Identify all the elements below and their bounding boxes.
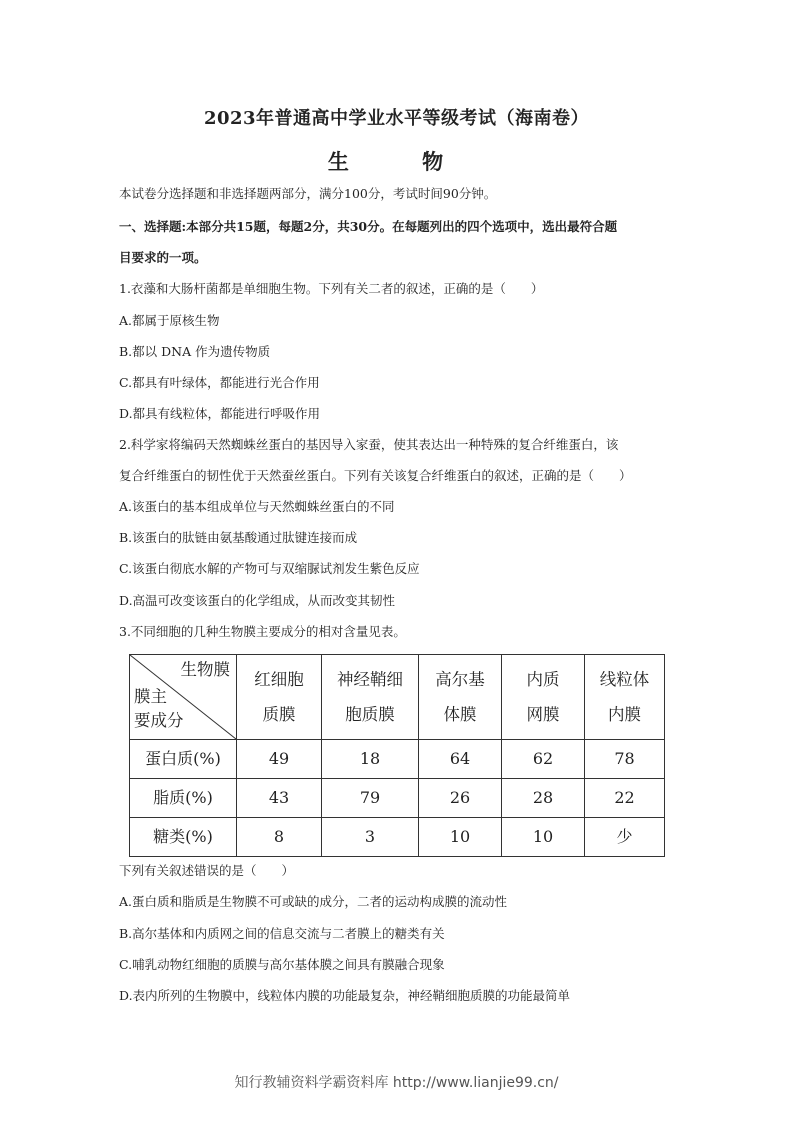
table-cell: 43	[237, 779, 322, 818]
question-1-option-a: A.都属于原核生物	[119, 313, 220, 328]
table-cell: 62	[502, 740, 585, 779]
column-header-line1: 内质	[526, 670, 560, 689]
table-cell: 49	[237, 740, 322, 779]
row-label: 蛋白质(%)	[130, 740, 237, 779]
question-1-option-c: C.都具有叶绿体，都能进行光合作用	[119, 375, 320, 390]
table-cell: 18	[322, 740, 419, 779]
question-2-option-d: D.高温可改变该蛋白的化学组成，从而改变其韧性	[119, 593, 396, 608]
question-3-followup: 下列有关叙述错误的是（ ）	[119, 863, 295, 878]
question-2-stem-line1: 2.科学家将编码天然蜘蛛丝蛋白的基因导入家蚕，使其表达出一种特殊的复合纤维蛋白，该	[119, 437, 619, 452]
corner-bottom-label-line1: 膜主	[134, 687, 167, 706]
membrane-composition-table	[129, 654, 665, 857]
intro-text: 本试卷分选择题和非选择题两部分，满分100分，考试时间90分钟。	[119, 186, 497, 201]
section-heading-line2: 目要求的一项。	[119, 250, 207, 265]
column-header-line2: 体膜	[443, 705, 477, 724]
question-2-option-c: C.该蛋白彻底水解的产物可与双缩脲试剂发生紫色反应	[119, 561, 420, 576]
section-heading-line1: 一、选择题:本部分共15题，每题2分，共30分。在每题列出的四个选项中，选出最符合题	[119, 219, 618, 234]
table-cell: 10	[502, 818, 585, 857]
column-header	[322, 655, 419, 740]
column-header	[419, 655, 502, 740]
column-header-line2: 网膜	[526, 705, 560, 724]
footer-watermark: 知行教辅资料学霸资料库 http://www.lianjie99.cn/	[234, 1075, 559, 1091]
question-2-option-a: A.该蛋白的基本组成单位与天然蜘蛛丝蛋白的不同	[119, 499, 395, 514]
table-cell: 少	[585, 818, 665, 857]
question-3-option-a: A.蛋白质和脂质是生物膜不可或缺的成分，二者的运动构成膜的流动性	[119, 894, 508, 909]
column-header-line1: 高尔基	[435, 670, 485, 689]
table-cell: 3	[322, 818, 419, 857]
table-cell: 64	[419, 740, 502, 779]
question-2-option-b: B.该蛋白的肽链由氨基酸通过肽键连接而成	[119, 530, 358, 545]
question-3-option-b: B.高尔基体和内质网之间的信息交流与二者膜上的糖类有关	[119, 926, 445, 941]
column-header	[237, 655, 322, 740]
question-2-stem-line2: 复合纤维蛋白的韧性优于天然蚕丝蛋白。下列有关该复合纤维蛋白的叙述，正确的是（ ）	[119, 468, 632, 483]
question-1-option-d: D.都具有线粒体，都能进行呼吸作用	[119, 406, 321, 421]
question-3-option-c: C.哺乳动物红细胞的质膜与高尔基体膜之间具有膜融合现象	[119, 957, 445, 972]
row-label: 糖类(%)	[130, 818, 237, 857]
table-cell: 26	[419, 779, 502, 818]
table-row	[130, 740, 665, 779]
column-header-line2: 质膜	[262, 705, 296, 724]
column-header	[585, 655, 665, 740]
row-label: 脂质(%)	[130, 779, 237, 818]
question-1-stem: 1.衣藻和大肠杆菌都是单细胞生物。下列有关二者的叙述，正确的是（ ）	[119, 281, 544, 296]
column-header-line2: 胞质膜	[345, 705, 395, 724]
table-cell: 78	[585, 740, 665, 779]
table-header-row	[130, 655, 665, 740]
table-corner-cell	[130, 655, 237, 740]
question-3-stem: 3.不同细胞的几种生物膜主要成分的相对含量见表。	[119, 624, 406, 639]
column-header-line1: 红细胞	[254, 670, 304, 689]
column-header	[502, 655, 585, 740]
table-cell: 28	[502, 779, 585, 818]
corner-top-label: 生物膜	[180, 660, 230, 679]
question-3-option-d: D.表内所列的生物膜中，线粒体内膜的功能最复杂，神经鞘细胞质膜的功能最简单	[119, 988, 571, 1003]
table-row	[130, 818, 665, 857]
table-cell: 8	[237, 818, 322, 857]
column-header-line1: 神经鞘细	[337, 670, 403, 689]
table-cell: 79	[322, 779, 419, 818]
table-row	[130, 779, 665, 818]
corner-bottom-label-line2: 要成分	[134, 711, 184, 730]
exam-title: 2023年普通高中学业水平等级考试（海南卷）	[203, 108, 590, 129]
column-header-line1: 线粒体	[599, 670, 650, 689]
corner-bottom-label	[134, 685, 184, 733]
table-cell: 22	[585, 779, 665, 818]
table-cell: 10	[419, 818, 502, 857]
subject-title: 生 物	[327, 149, 466, 174]
column-header-line2: 内膜	[608, 705, 641, 724]
question-1-option-b: B.都以 DNA 作为遗传物质	[119, 344, 271, 359]
